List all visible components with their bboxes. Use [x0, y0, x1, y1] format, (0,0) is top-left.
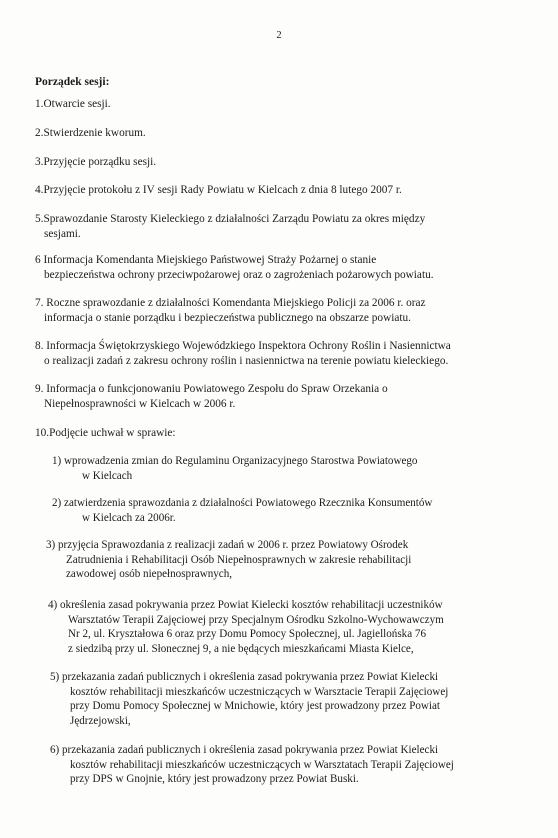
agenda-item-7	[35, 296, 535, 325]
agenda-item-line: 5.Sprawozdanie Starosty Kieleckiego z działalności Zarządu Powiatu za okres między	[35, 213, 426, 225]
agenda-item-line: 7. Roczne sprawozdanie z działalności Komendanta Miejskiego Policji za 2006 r. oraz	[35, 297, 426, 309]
agenda-item-line: informacja o stanie porządku i bezpieczeństwa publicznego na obszarze powiatu.	[44, 311, 411, 324]
agenda-item-10	[35, 426, 535, 441]
agenda-item-3	[35, 155, 535, 170]
resolution-item-5	[50, 670, 530, 728]
agenda-item-line: 2.Stwierdzenie kworum.	[35, 127, 146, 139]
resolution-line: kosztów rehabilitacji mieszkańców uczestniczących w Warsztatach Terapii Zajęciowej	[70, 758, 454, 771]
agenda-item-line: o realizacji zadań z zakresu ochrony roślin i nasiennictwa na terenie powiatu kieleckiego.	[44, 354, 449, 367]
resolution-item-6	[50, 743, 530, 787]
agenda-item-line: 6 Informacja Komendanta Miejskiego Państwowej Straży Pożarnej o stanie	[35, 254, 377, 266]
agenda-item-line: 4.Przyjęcie protokołu z IV sesji Rady Powiatu w Kielcach z dnia 8 lutego 2007 r.	[35, 184, 402, 196]
agenda-item-4	[35, 183, 535, 198]
agenda-item-line: 9. Informacja o funkcjonowaniu Powiatowego Zespołu do Spraw Orzekania o	[35, 383, 388, 395]
agenda-item-line: 8. Informacja Świętokrzyskiego Wojewódzkiego Inspektora Ochrony Roślin i Nasiennictwa	[35, 340, 451, 352]
resolution-line: przy DPS w Gnojnie, który jest prowadzony przez Powiat Buski.	[70, 773, 359, 785]
agenda-item-line: 10.Podjęcie uchwał w sprawie:	[35, 427, 176, 439]
resolution-line: w Kielcach za 2006r.	[82, 511, 176, 524]
agenda-item-line: sesjami.	[44, 227, 81, 240]
agenda-item-line: Niepełnosprawności w Kielcach w 2006 r.	[44, 397, 236, 410]
resolution-line: 6) przekazania zadań publicznych i określenia zasad pokrywania przez Powiat Kielecki	[50, 744, 439, 756]
resolution-item-4	[48, 598, 528, 656]
agenda-item-6	[35, 253, 535, 282]
agenda-item-line: 3.Przyjęcie porządku sesji.	[35, 156, 157, 168]
agenda-item-8	[35, 339, 535, 368]
resolution-line: Jędrzejowski,	[70, 714, 131, 727]
agenda-heading: Porządek sesji:	[35, 76, 110, 88]
resolution-line: 4) określenia zasad pokrywania przez Powiat Kielecki kosztów rehabilitacji uczestników	[48, 599, 443, 611]
resolution-line: zawodowej osób niepełnosprawnych,	[66, 568, 233, 580]
resolution-item-1	[52, 454, 532, 483]
resolution-line: 1) wprowadzenia zmian do Regulaminu Organizacyjnego Starostwa Powiatowego	[52, 455, 418, 467]
resolution-line: z siedzibą przy ul. Słonecznej 9, a nie będących mieszkańcami Miasta Kielce,	[68, 642, 414, 655]
resolution-line: Nr 2, ul. Kryształowa 6 oraz przy Domu Pomocy Społecznej, ul. Jagiellońska 76	[68, 628, 427, 640]
agenda-item-1	[35, 97, 535, 112]
resolution-line: w Kielcach	[82, 469, 133, 482]
agenda-item-9	[35, 382, 535, 411]
agenda-item-line: 1.Otwarcie sesji.	[35, 98, 111, 110]
resolution-line: kosztów rehabilitacji mieszkańców uczestniczących w Warsztacie Terapii Zajęciowej	[70, 685, 449, 698]
resolution-line: 5) przekazania zadań publicznych i określenia zasad pokrywania przez Powiat Kielecki	[50, 671, 439, 683]
agenda-item-line: bezpieczeństwa ochrony przeciwpożarowej oraz o zagrożeniach pożarowych powiatu.	[44, 268, 434, 281]
agenda-item-5	[35, 212, 535, 241]
page-number: 2	[276, 30, 282, 41]
resolution-line: 3) przyjęcia Sprawozdania z realizacji zadań w 2006 r. przez Powiatowy Ośrodek	[46, 539, 409, 551]
resolution-item-3	[46, 538, 526, 582]
resolution-line: Warsztatów Terapii Zajęciowej przy Specjalnym Ośrodku Szkolno-Wychowawczym	[68, 613, 444, 626]
resolution-line: Zatrudnienia i Rehabilitacji Osób Niepełnosprawnych w zakresie rehabilitacji	[66, 553, 412, 566]
resolution-item-2	[52, 496, 532, 525]
resolution-line: przy Domu Pomocy Społecznej w Mnichowie, który jest prowadzony przez Powiat	[70, 700, 441, 712]
resolution-line: 2) zatwierdzenia sprawozdania z działalności Powiatowego Rzecznika Konsumentów	[52, 497, 433, 509]
agenda-item-2	[35, 126, 535, 141]
